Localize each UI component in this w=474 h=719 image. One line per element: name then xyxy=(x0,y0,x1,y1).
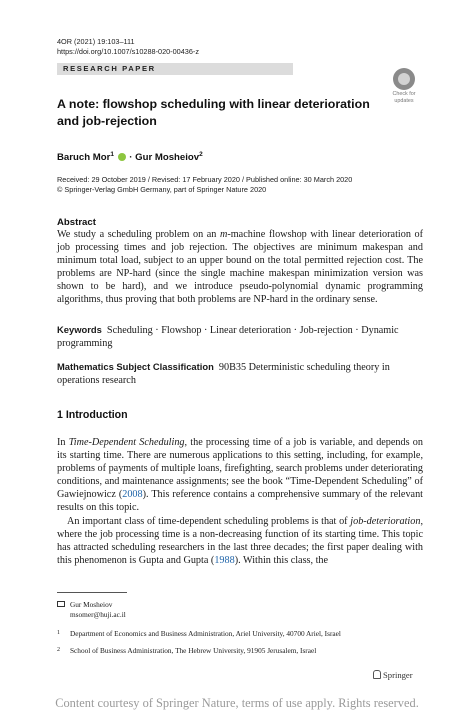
introduction-body xyxy=(57,436,423,567)
author-1[interactable]: Baruch Mor xyxy=(57,152,111,164)
p1-emphasis: Time-Dependent Scheduling xyxy=(68,437,185,448)
paper-title: A note: flowshop scheduling with linear deterioration and job-rejection xyxy=(57,97,370,128)
p2-part-a: An important class of time-dependent scheduling problems is that of xyxy=(67,515,351,527)
footnote-2-text: School of Business Administration, The Hebrew University, 91905 Jerusalem, Israel xyxy=(70,646,317,655)
p2-part-c: ). Within this class, the xyxy=(234,554,329,566)
publication-dates xyxy=(57,175,352,195)
msc-label: Mathematics Subject Classification xyxy=(57,361,214,372)
check-updates-text-1: Check for xyxy=(392,91,416,97)
journal-volume: 4OR (2021) 19:103–111 xyxy=(57,37,135,46)
check-for-updates-badge[interactable] xyxy=(387,68,421,104)
citation-link-1988[interactable]: 1988 xyxy=(214,554,235,566)
author-list xyxy=(57,148,203,164)
author-2[interactable]: · Gur Mosheiov xyxy=(129,152,200,164)
footnote-2-number: 2 xyxy=(57,647,60,653)
intro-paragraph-1 xyxy=(57,436,423,515)
abstract-var-m: m xyxy=(220,229,228,240)
publisher-logo xyxy=(373,670,413,680)
check-updates-text-2: updates xyxy=(394,98,414,104)
springer-horse-icon xyxy=(373,670,381,679)
footnote-2 xyxy=(57,645,316,656)
footnote-1 xyxy=(57,628,341,639)
courtesy-notice: Content courtesy of Springer Nature, terms of use apply. Rights reserved. xyxy=(55,696,419,710)
p2-emphasis: job-deterioration xyxy=(350,515,421,527)
dates-line: Received: 29 October 2019 / Revised: 17 February 2020 / Published online: 30 March 2020 xyxy=(57,175,353,184)
envelope-icon-wrap xyxy=(57,600,71,610)
copyright-line: © Springer-Verlag GmbH Germany, part of Springer Nature 2020 xyxy=(57,185,267,194)
keywords-text: Scheduling · Flowshop · Linear deterioration · Job-rejection · Dynamic programming xyxy=(57,325,399,350)
section-band xyxy=(57,63,293,75)
msc-text: 90B35 Deterministic scheduling theory in operations research xyxy=(57,362,390,387)
footnote-1-number: 1 xyxy=(57,630,60,636)
publisher-name: Springer xyxy=(383,670,413,680)
citation-link-2008[interactable]: 2008 xyxy=(122,489,143,501)
abstract-part-a: We study a scheduling problem on an xyxy=(57,229,220,240)
footnote-divider xyxy=(57,592,127,593)
doi-link[interactable]: https://doi.org/10.1007/s10288-020-00436-z xyxy=(57,47,199,56)
intro-paragraph-2 xyxy=(57,515,423,567)
section-label: RESEARCH PAPER xyxy=(63,64,156,73)
msc-classification xyxy=(57,360,423,387)
author-2-affil: 2 xyxy=(199,151,203,158)
keywords xyxy=(57,323,423,350)
author-1-affil: 1 xyxy=(110,151,114,158)
p1-part-a: In xyxy=(57,437,69,448)
abstract-part-b: -machine flowshop with linear deterioration of job processing times and job rejection. The objectives are minimum makespan and minimum total load, subject to an upper bound on the total permitted rejection cost. The problems are NP-hard (since the single machine makespan minimization version was shown to be hard), and we introduce pseudo-polynomial dynamic programming algorithms, thus proving that both problems are NP-hard in the ordinary sense. xyxy=(57,229,424,306)
journal-citation xyxy=(57,37,199,57)
corresponding-author xyxy=(70,600,126,620)
p2-part-b: , where the job processing time is a non-decreasing function of its starting time. This topic has attracted scheduling researchers in the last three decades; the first paper dealing with this phenomenon is Gupta and Gupta ( xyxy=(57,515,423,566)
keywords-label: Keywords xyxy=(57,324,102,335)
p1-part-c: ). This reference contains a comprehensive summary of the relevant results on this topic. xyxy=(57,489,423,514)
introduction-heading: 1 Introduction xyxy=(57,409,128,421)
p1-part-b: , the processing time of a job is variable, and depends on its starting time. There are numerous applications to this setting, including, for example, problems of payments of multiple loans, firefighting, search problems under deteriorating conditions, and maintenance assignments; see the book “Time-Dependent Scheduling” of Gawiejnowicz ( xyxy=(57,437,423,501)
orcid-icon[interactable] xyxy=(118,153,126,161)
abstract-heading: Abstract xyxy=(57,217,96,228)
abstract-text xyxy=(57,228,423,307)
corresponding-email[interactable]: msomer@huji.ac.il xyxy=(70,610,126,619)
footnote-1-text: Department of Economics and Business Administration, Ariel University, 40700 Ariel, Israel xyxy=(70,629,341,638)
check-updates-icon xyxy=(393,68,415,90)
corresponding-name: Gur Mosheiov xyxy=(70,600,113,609)
envelope-icon xyxy=(57,601,65,607)
